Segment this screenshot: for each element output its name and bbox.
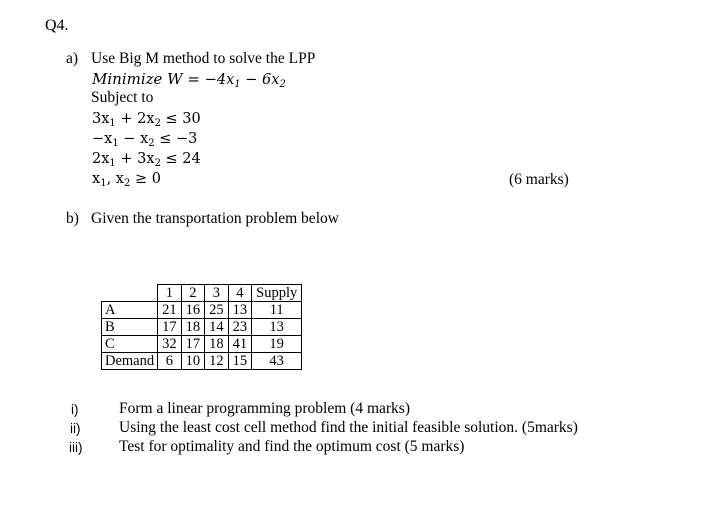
constraint-term: −x <box>92 131 113 147</box>
constraint-rel: ≥ 0 <box>130 171 161 187</box>
subscript: 1 <box>234 79 241 90</box>
subscript: 2 <box>154 158 161 169</box>
table-cell: 21 <box>158 302 182 319</box>
table-header-cell: 4 <box>228 285 252 302</box>
part-b-instruction: Given the transportation problem below <box>91 210 339 227</box>
subject-to-label: Subject to <box>91 89 154 106</box>
subpart-numeral: ii) <box>70 421 81 436</box>
question-number: Q4. <box>45 17 69 34</box>
table-header-cell: 2 <box>181 285 205 302</box>
part-b-label: b) <box>66 210 79 227</box>
table-row-demand <box>102 353 302 370</box>
constraint-rel: ≤ −3 <box>154 131 198 147</box>
objective-term-1: −4x <box>204 72 235 88</box>
table-cell: 18 <box>181 319 205 336</box>
constraint-term: 3x <box>92 111 110 127</box>
table-cell: 10 <box>181 353 205 370</box>
constraint-term: + 3x <box>115 151 155 167</box>
row-label: C <box>102 336 158 353</box>
subscript: 2 <box>154 118 161 129</box>
row-label: Demand <box>102 353 158 370</box>
table-cell: 15 <box>228 353 252 370</box>
constraint-term: − x <box>118 131 149 147</box>
table-row <box>102 336 302 353</box>
table-cell: 32 <box>158 336 182 353</box>
table-corner <box>102 285 158 302</box>
subscript: 2 <box>148 138 155 149</box>
part-a-instruction: Use Big M method to solve the LPP <box>91 50 316 67</box>
table-cell: 19 <box>252 336 302 353</box>
subscript: 1 <box>109 158 116 169</box>
subscript: 1 <box>109 118 116 129</box>
table-cell: 43 <box>252 353 302 370</box>
constraint-2 <box>92 131 197 149</box>
row-label: B <box>102 319 158 336</box>
row-label: A <box>102 302 158 319</box>
subscript: 2 <box>279 79 286 90</box>
subscript: 1 <box>100 178 107 189</box>
transportation-table <box>101 284 302 370</box>
constraint-term: x <box>92 171 101 187</box>
table-header-row <box>102 285 302 302</box>
part-a-marks: (6 marks) <box>509 171 569 188</box>
table-cell: 14 <box>205 319 229 336</box>
table-cell: 18 <box>205 336 229 353</box>
table-cell: 13 <box>228 302 252 319</box>
table-cell: 12 <box>205 353 229 370</box>
subpart-numeral: i) <box>71 402 79 417</box>
table-cell: 23 <box>228 319 252 336</box>
constraint-3 <box>92 151 201 169</box>
subscript: 2 <box>123 178 131 189</box>
constraint-term: + 2x <box>115 111 155 127</box>
table-header-cell: 3 <box>205 285 229 302</box>
objective-function <box>92 70 286 90</box>
table-cell: 17 <box>158 319 182 336</box>
table-row <box>102 302 302 319</box>
table-header-cell: 1 <box>158 285 182 302</box>
table-header-cell: Supply <box>252 285 302 302</box>
table-cell: 25 <box>205 302 229 319</box>
table-cell: 11 <box>252 302 302 319</box>
objective-prefix: Minimize W = <box>92 70 205 88</box>
subpart-text: Form a linear programming problem (4 marks) <box>119 400 410 417</box>
table-cell: 6 <box>158 353 182 370</box>
constraint-rel: ≤ 30 <box>160 111 201 127</box>
subpart-text: Using the least cost cell method find the initial feasible solution. (5marks) <box>119 419 578 436</box>
constraint-rel: ≤ 24 <box>160 151 201 167</box>
subpart-text: Test for optimality and find the optimum cost (5 marks) <box>119 438 465 455</box>
subpart-numeral: iii) <box>69 440 83 455</box>
constraint-term: , x <box>106 171 124 187</box>
table-row <box>102 319 302 336</box>
subscript: 1 <box>112 138 119 149</box>
constraint-1 <box>92 111 201 129</box>
objective-term-2: − 6x <box>240 72 280 88</box>
non-negativity-constraint <box>92 171 161 189</box>
constraint-term: 2x <box>92 151 110 167</box>
part-a-label: a) <box>66 50 79 67</box>
table-cell: 17 <box>181 336 205 353</box>
table-cell: 16 <box>181 302 205 319</box>
table-cell: 13 <box>252 319 302 336</box>
table-cell: 41 <box>228 336 252 353</box>
